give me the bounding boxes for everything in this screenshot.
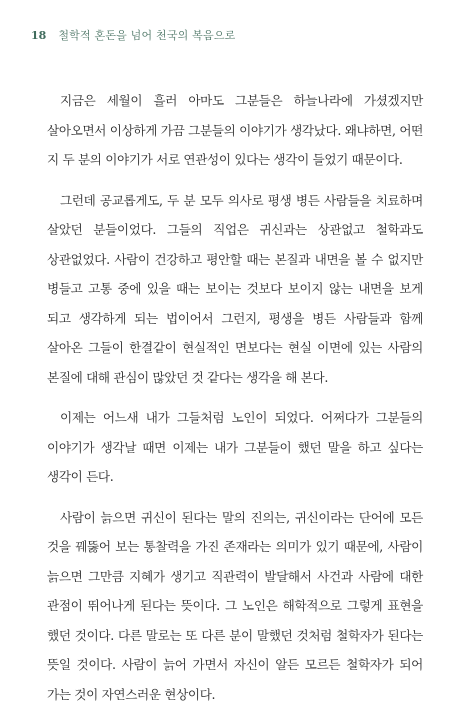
paragraph: 사람이 늙으면 귀신이 된다는 말의 진의는, 귀신이라는 단어에 모든 것을 꿰뚫어 보는 통찰력을 가진 존재라는 의미가 있기 때문에, 사람이 늙으면 그만큼 지혜가 생기고 직관력이 발달해서 사건과 사람에 대한 관점이 뛰어나게 된다는 뜻이다. 그 노인은 해학적으로 그렇게 표현을 했던 것이다. 다른 말로는 또 다른 분이 말했던 것처럼 철학자가 된다는 뜻일 것이다. 사람이 늙어 가면서 자신이 알든 모르든 철학자가 되어 가는 것이 자연스러운 현상이다. [47, 509, 423, 702]
book-title: 철학적 혼돈을 넘어 천국의 복음으로 [58, 29, 236, 42]
running-header [31, 27, 236, 43]
paragraph: 그런데 공교롭게도, 두 분 모두 의사로 평생 병든 사람들을 치료하며 살았던 분들이었다. 그들의 직업은 귀신과는 상관없고 철학과도 상관없었다. 사람이 건강하고 평안할 때는 본질과 내면을 볼 수 없지만 병들고 고통 중에 있을 때는 보이는 것보다 보이지 않는 내면을 보게 되고 생각하게 되는 법이어서 그런지, 평생을 병든 사람들과 함께 살아온 그들이 한결같이 현실적인 면보다는 현실 이면에 있는 사람의 본질에 대해 관심이 많았던 것 같다는 생각을 해 본다. [47, 192, 423, 385]
body-text [47, 86, 423, 720]
page-number: 18 [31, 29, 47, 42]
paragraph: 이제는 어느새 내가 그들처럼 노인이 되었다. 어쩌다가 그분들의 이야기가 생각날 때면 이제는 내가 그분들이 했던 말을 하고 싶다는 생각이 든다. [47, 410, 423, 484]
paragraph: 지금은 세월이 흘러 아마도 그분들은 하늘나라에 가셨겠지만 살아오면서 이상하게 가끔 그분들의 이야기가 생각났다. 왜냐하면, 어떤 지 두 분의 이야기가 서로 연관성이 있다는 생각이 들었기 때문이다. [47, 93, 423, 167]
